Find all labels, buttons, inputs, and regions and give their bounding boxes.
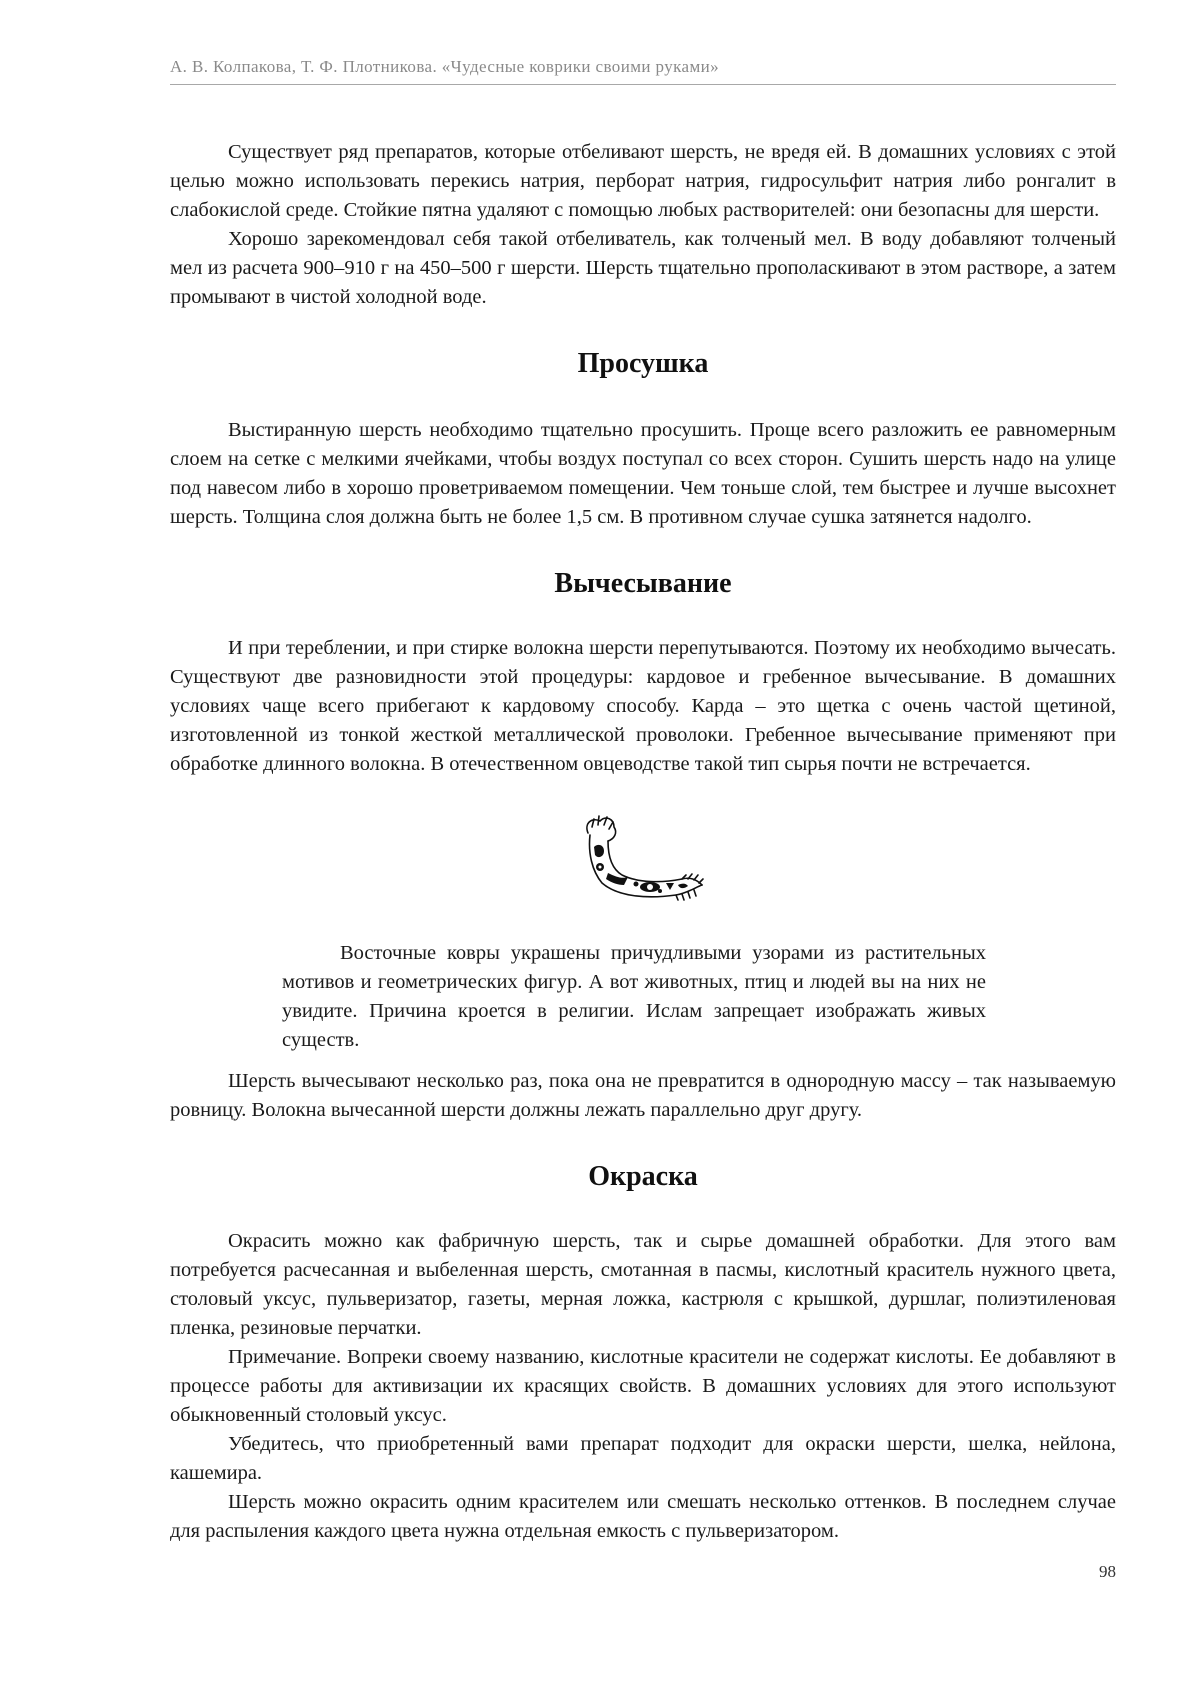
paragraph: Шерсть можно окрасить одним красителем или смешать несколько оттенков. В последнем случае для распыления каждого цвета нужна отдельная емкость с пульверизатором. xyxy=(170,1491,1116,1542)
paragraph: Существует ряд препаратов, которые отбеливают шерсть, не вредя ей. В домашних условиях с этой целью можно использовать перекись натрия, перборат натрия, гидросульфит натрия либо ронгалит в слабокислой среде. Стойкие пятна удаляют с помощью любых растворителей: они безопасны для шерсти. xyxy=(170,141,1116,221)
page-number: 98 xyxy=(1099,1562,1116,1581)
section-heading-combing: Вычесывание xyxy=(554,568,732,599)
page-body xyxy=(170,138,1116,1546)
note-text: Восточные ковры украшены причудливыми узорами из растительных мотивов и геометрических фигур. А вот животных, птиц и людей вы на них не увидите. Причина кроется в религии. Ислам запрещает изображать живых существ. xyxy=(282,942,986,1051)
paragraph: Окрасить можно как фабричную шерсть, так и сырье домашней обработки. Для этого вам потребуется расчесанная и выбеленная шерсть, смотанная в пасмы, кислотный краситель нужного цвета, столовый уксус, пульверизатор, газеты, мерная ложка, кастрюля с крышкой, дуршлаг, полиэтиленовая пленка, резиновые перчатки. xyxy=(170,1230,1116,1339)
section-heading-drying: Просушка xyxy=(577,348,709,379)
paragraph: Примечание. Вопреки своему названию, кислотные красители не содержат кислоты. Ее добавляют в процессе работы для активизации их красящих свойств. В домашних условиях для этого используют обыкновенный столовый уксус. xyxy=(170,1346,1116,1426)
paragraph: Убедитесь, что приобретенный вами препарат подходит для окраски шерсти, шелка, нейлона, кашемира. xyxy=(170,1433,1116,1484)
header-divider xyxy=(170,84,1116,85)
sidebar-note xyxy=(282,939,986,1055)
section-heading-dyeing: Окраска xyxy=(588,1161,698,1192)
paragraph: Хорошо зарекомендовал себя такой отбеливатель, как толченый мел. В воду добавляют толченый мел из расчета 900–910 г на 450–500 г шерсти. Шерсть тщательно прополаскивают в этом растворе, а затем промывают в чистой холодной воде. xyxy=(170,228,1116,308)
running-header: А. В. Колпакова, Т. Ф. Плотникова. «Чудесные коврики своими руками» xyxy=(170,57,719,76)
flying-carpet-icon xyxy=(578,813,708,917)
paragraph: Выстиранную шерсть необходимо тщательно просушить. Проще всего разложить ее равномерным слоем на сетке с мелкими ячейками, чтобы воздух поступал со всех сторон. Сушить шерсть надо на улице под навесом либо в хорошо проветриваемом помещении. Чем тоньше слой, тем быстрее и лучше высохнет шерсть. Толщина слоя должна быть не более 1,5 см. В противном случае сушка затянется надолго. xyxy=(170,419,1116,528)
paragraph: Шерсть вычесывают несколько раз, пока она не превратится в однородную массу – так называемую ровницу. Волокна вычесанной шерсти должны лежать параллельно друг другу. xyxy=(170,1070,1116,1121)
paragraph: И при тереблении, и при стирке волокна шерсти перепутываются. Поэтому их необходимо вычесать. Существуют две разновидности этой процедуры: кардовое и гребенное вычесывание. В домашних условиях чаще всего прибегают к кардовому способу. Карда – это щетка с очень частой щетиной, изготовленной из тонкой жесткой металлической проволоки. Гребенное вычесывание применяют при обработке длинного волокна. В отечественном овцеводстве такой тип сырья почти не встречается. xyxy=(170,637,1116,775)
